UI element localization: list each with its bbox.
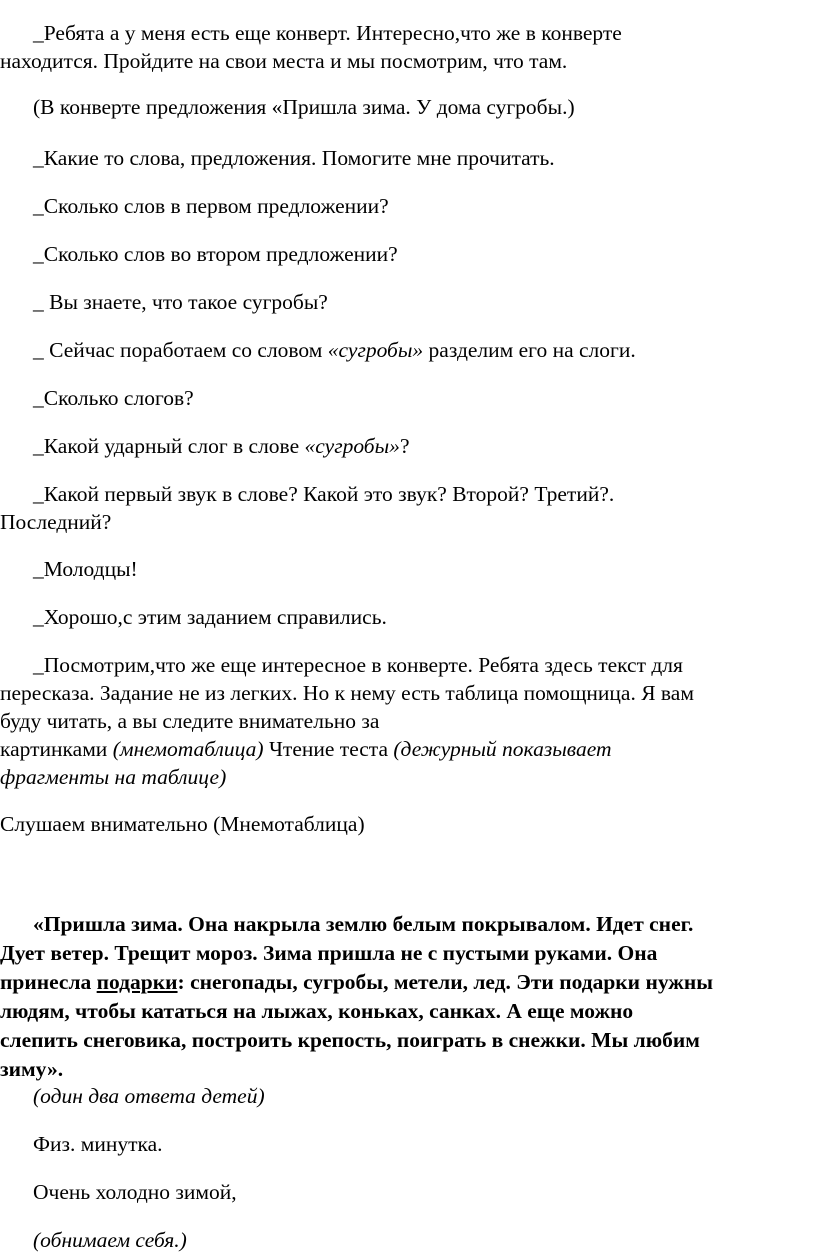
text-line: _Ребята а у меня есть еще конверт. Интересно,что же в конверте xyxy=(33,21,622,45)
underlined-word: подарки xyxy=(96,970,178,994)
text-line: находится. Пройдите на свои места и мы посмотрим, что там. xyxy=(0,49,568,73)
text-run: _ Сейчас поработаем со словом xyxy=(33,338,328,362)
text-run: : снегопады, сугробы, метели, лед. Эти подарки нужны xyxy=(177,970,714,994)
text-line: _Какой первый звук в слове? Какой это звук? Второй? Третий?. xyxy=(33,482,615,506)
text-line: Последний? xyxy=(0,510,112,534)
text-line: буду читать, а вы следите внимательно за xyxy=(0,709,380,733)
text-line: пересказа. Задание не из легких. Но к нему есть таблица помощница. Я вам xyxy=(0,681,694,705)
text-line xyxy=(0,735,812,763)
text-line: _Посмотрим,что же еще интересное в конверте. Ребята здесь текст для xyxy=(33,653,683,677)
paragraph-cold-winter: Очень холодно зимой, xyxy=(33,1180,237,1204)
paragraph-retelling-intro xyxy=(0,651,812,791)
paragraph-envelope-intro xyxy=(0,19,812,75)
paragraph-children-answers: (один два ответа детей) xyxy=(33,1084,265,1108)
paragraph-question-syllable-count: _Сколько слогов? xyxy=(33,386,194,410)
text-run: разделим его на слоги. xyxy=(423,338,636,362)
text-line: слепить снеговика, построить крепость, поиграть в снежки. Мы любим xyxy=(0,1028,700,1052)
italic-run: (дежурный показывает xyxy=(393,737,612,761)
paragraph-envelope-sentences: (В конверте предложения «Пришла зима. У дома сугробы.) xyxy=(33,95,575,119)
text-line: людям, чтобы кататься на лыжах, коньках, санках. А еще можно xyxy=(0,999,634,1023)
paragraph-task-done: _Хорошо,с этим заданием справились. xyxy=(33,605,387,629)
italic-run: (мнемотаблица) xyxy=(112,737,264,761)
italic-word: «сугробы» xyxy=(304,434,400,458)
text-line: зиму». xyxy=(0,1057,64,1081)
paragraph-question-words-second: _Сколько слов во втором предложении? xyxy=(33,242,398,266)
text-line: «Пришла зима. Она накрыла землю белым покрывалом. Идет снег. xyxy=(33,912,694,936)
text-run: Чтение теста xyxy=(263,737,394,761)
text-run: принесла xyxy=(0,970,97,994)
paragraph-question-sounds xyxy=(0,480,812,536)
paragraph-question-snowdrifts: _ Вы знаете, что такое сугробы? xyxy=(33,290,328,314)
paragraph-help-read: _Какие то слова, предложения. Помогите мне прочитать. xyxy=(33,146,555,170)
paragraph-hug-self: (обнимаем себя.) xyxy=(33,1228,187,1252)
paragraph-listen: Слушаем внимательно (Мнемотаблица) xyxy=(0,812,365,836)
paragraph-question-stressed-syllable xyxy=(0,432,812,460)
text-line: Дует ветер. Трещит мороз. Зима пришла не с пустыми руками. Она xyxy=(0,941,658,965)
paragraph-phys-minute: Физ. минутка. xyxy=(33,1132,163,1156)
text-run: ? xyxy=(399,434,410,458)
paragraph-syllables-task xyxy=(0,336,812,364)
story-text-block xyxy=(0,910,812,1084)
text-run: _Какой ударный слог в слове xyxy=(33,434,305,458)
text-line xyxy=(0,968,812,997)
paragraph-question-words-first: _Сколько слов в первом предложении? xyxy=(33,194,389,218)
italic-word: «сугробы» xyxy=(327,338,424,362)
paragraph-well-done: _Молодцы! xyxy=(33,557,138,581)
text-line: фрагменты на таблице) xyxy=(0,765,227,789)
text-run: картинками xyxy=(0,737,113,761)
